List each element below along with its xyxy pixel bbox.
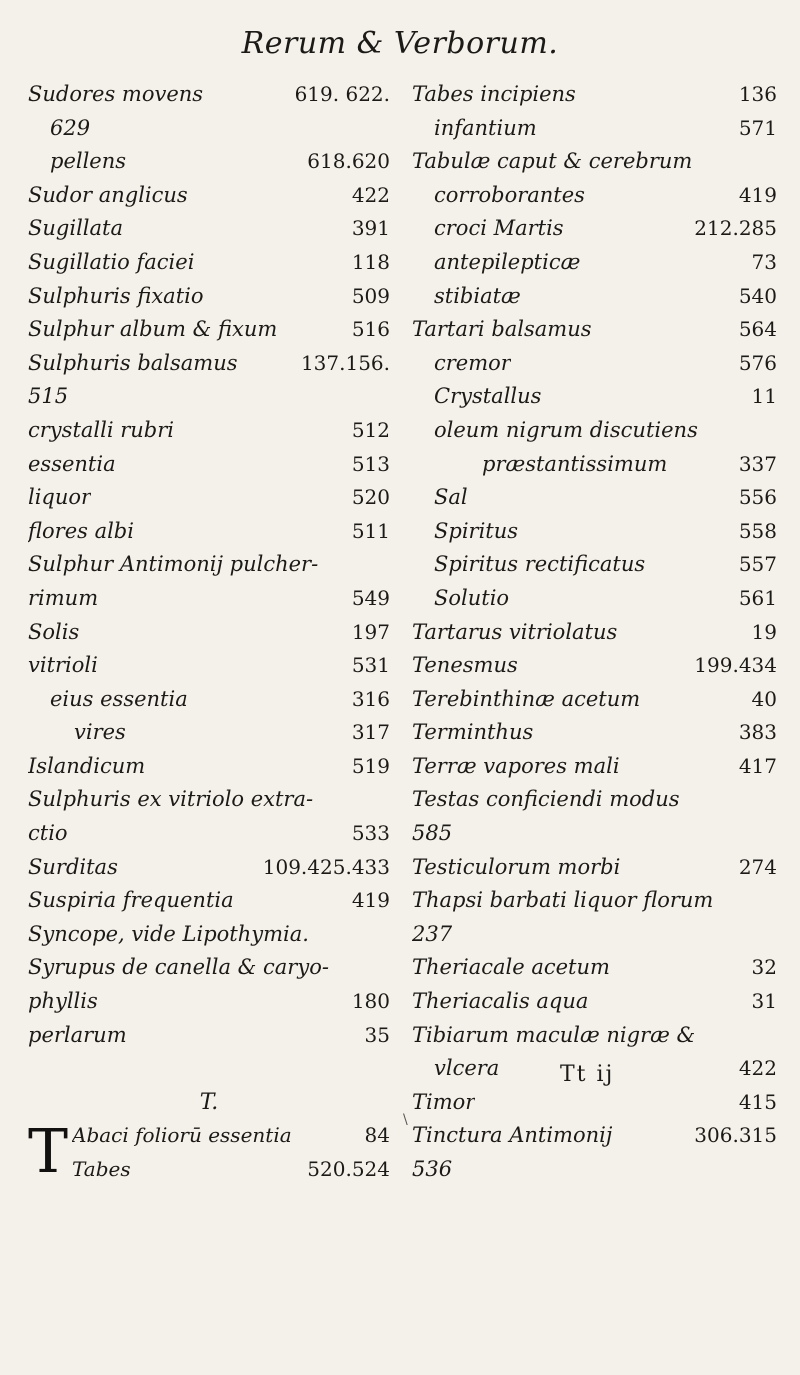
entry-page-ref: 391: [351, 216, 390, 241]
index-entry: [412, 1086, 777, 1120]
entry-page-ref: 564: [738, 317, 777, 342]
index-entry: [28, 548, 390, 582]
entry-term: vlcera: [434, 1056, 500, 1081]
index-entry: [28, 716, 390, 750]
index-entry: [412, 1119, 777, 1153]
entry-page-ref: 520: [351, 485, 390, 510]
entry-page-ref: 317: [351, 720, 390, 745]
entry-term: pellens: [50, 149, 127, 174]
dropcap-lines: [72, 1119, 390, 1186]
index-entry: [412, 481, 777, 515]
entry-page-ref: 513: [351, 451, 390, 476]
entry-page-ref: 73: [751, 249, 777, 274]
entry-term: 585: [412, 821, 453, 846]
entry-term: 237: [412, 921, 453, 946]
entry-term: Sugillatio faciei: [28, 249, 195, 274]
index-entry: [28, 112, 390, 146]
entry-term: Sulphur album & fixum: [28, 317, 278, 342]
entry-page-ref: 415: [738, 1089, 777, 1114]
entry-page-ref: 509: [351, 283, 390, 308]
index-entry: [412, 280, 777, 314]
index-entry: [412, 380, 777, 414]
entry-page-ref: 199.434: [694, 653, 777, 678]
entry-page-ref: 35: [364, 1022, 390, 1047]
index-entry: [28, 212, 390, 246]
index-entry: [28, 616, 390, 650]
index-entry: [28, 347, 390, 381]
entry-page-ref: 316: [351, 686, 390, 711]
index-entry: [412, 783, 777, 817]
index-entry: [412, 582, 777, 616]
entry-term: 536: [412, 1157, 453, 1181]
entry-term: liquor: [28, 485, 92, 510]
index-entry: [28, 851, 390, 885]
entry-term: Tabulæ caput & cerebrum: [412, 149, 693, 174]
margin-mark: \: [403, 1112, 408, 1128]
entry-term: infantium: [434, 115, 537, 140]
entry-term: Tabes: [72, 1157, 131, 1181]
running-header: Rerum & Verborum.: [241, 26, 559, 61]
entry-page-ref: 19: [751, 619, 777, 644]
entry-term: Terminthus: [412, 720, 534, 745]
index-entry: [28, 448, 390, 482]
entry-term: vitrioli: [28, 653, 98, 678]
index-entry: [412, 515, 777, 549]
drop-capital: T: [28, 1117, 69, 1188]
dropcap-block: [28, 1119, 390, 1186]
entry-page-ref: 337: [738, 451, 777, 476]
entry-term: Abaci foliorū essentia: [72, 1123, 292, 1148]
entry-page-ref: 511: [351, 518, 390, 543]
entry-page-ref: 383: [738, 720, 777, 745]
entry-term: Solutio: [434, 585, 510, 610]
entry-page-ref: 576: [738, 350, 777, 375]
entry-term: Tartari balsamus: [412, 317, 592, 342]
index-entry: [412, 851, 777, 885]
entry-term: Sulphuris fixatio: [28, 283, 204, 308]
entry-term: Tenesmus: [412, 653, 518, 678]
index-entry: [412, 985, 777, 1019]
entry-page-ref: 557: [738, 552, 777, 577]
entry-page-ref: 533: [351, 821, 390, 846]
entry-page-ref: 549: [351, 585, 390, 610]
entry-page-ref: 419: [351, 888, 390, 913]
entry-page-ref: 40: [751, 686, 777, 711]
index-entry: [28, 179, 390, 213]
entry-term: Syncope, vide Lipothymia.: [28, 921, 309, 946]
index-entry: [28, 649, 390, 683]
index-entry: [412, 246, 777, 280]
entry-term: Surditas: [28, 854, 118, 879]
index-entry: [72, 1119, 390, 1153]
entry-term: Crystallus: [434, 384, 542, 409]
index-entry: [28, 884, 390, 918]
entry-page-ref: 32: [751, 955, 777, 980]
index-entry: [412, 212, 777, 246]
index-entry: [28, 683, 390, 717]
entry-page-ref: 422: [351, 182, 390, 207]
entry-term: Timor: [412, 1089, 476, 1114]
index-entry: [28, 145, 390, 179]
entry-page-ref: 618.620: [307, 149, 390, 174]
index-entry: [28, 951, 390, 985]
entry-term: eius essentia: [50, 686, 188, 711]
entry-term: Suspiria frequentia: [28, 888, 234, 913]
entry-page-ref: 520.524: [307, 1157, 390, 1181]
entry-term: ctio: [28, 821, 68, 846]
entry-term: oleum nigrum discutiens: [434, 417, 698, 442]
entry-page-ref: 419: [738, 182, 777, 207]
index-entry: [412, 347, 777, 381]
index-entry: [412, 548, 777, 582]
entry-page-ref: 571: [738, 115, 777, 140]
entry-term: croci Martis: [434, 216, 564, 241]
section-letter: T.: [199, 1089, 219, 1115]
entry-page-ref: 109.425.433: [262, 854, 390, 879]
index-entry: [412, 179, 777, 213]
catchword: Tt ij: [560, 1062, 615, 1087]
index-entry: [412, 716, 777, 750]
index-entry: [412, 78, 777, 112]
index-entry: [412, 313, 777, 347]
entry-term: rimum: [28, 585, 99, 610]
entry-term: Tartarus vitriolatus: [412, 619, 618, 644]
entry-page-ref: 180: [351, 989, 390, 1014]
index-entry: [28, 582, 390, 616]
index-entry: [72, 1153, 390, 1187]
entry-page-ref: 540: [738, 283, 777, 308]
index-entry: [412, 683, 777, 717]
entry-term: Testas conficiendi modus: [412, 787, 680, 812]
entry-page-ref: 137.156.: [300, 350, 390, 375]
index-entry: [412, 145, 777, 179]
entry-term: flores albi: [28, 518, 134, 543]
entry-term: corroborantes: [434, 182, 585, 207]
entry-term: Sulphur Antimonij pulcher-: [28, 552, 319, 577]
entry-term: Sulphuris ex vitriolo extra-: [28, 787, 314, 812]
index-entry: [28, 783, 390, 817]
index-entry: [28, 817, 390, 851]
entry-page-ref: 561: [738, 585, 777, 610]
index-entry: [28, 380, 390, 414]
entry-page-ref: 516: [351, 317, 390, 342]
index-entry: [412, 1019, 777, 1053]
index-entry: [28, 280, 390, 314]
index-entry: [28, 414, 390, 448]
index-entry: [412, 918, 777, 952]
entry-term: Testiculorum morbi: [412, 854, 621, 879]
entry-term: 629: [50, 115, 91, 140]
entry-page-ref: 11: [751, 384, 777, 409]
entry-page-ref: 306.315: [694, 1123, 777, 1148]
entry-term: perlarum: [28, 1022, 127, 1047]
index-entry: [412, 448, 777, 482]
entry-page-ref: 556: [738, 485, 777, 510]
entry-page-ref: 274: [738, 854, 777, 879]
entry-term: essentia: [28, 451, 116, 476]
entry-term: Spiritus: [434, 518, 519, 543]
entry-term: Theriacale acetum: [412, 955, 610, 980]
entry-page-ref: 422: [738, 1056, 777, 1081]
entry-term: Sugillata: [28, 216, 123, 241]
entry-term: præstantissimum: [482, 451, 668, 476]
entry-term: vires: [74, 720, 126, 745]
index-entry: [28, 918, 390, 952]
entry-page-ref: 558: [738, 518, 777, 543]
index-entry: [412, 414, 777, 448]
entry-term: Terræ vapores mali: [412, 753, 620, 778]
index-entry: [412, 750, 777, 784]
entry-term: Islandicum: [28, 753, 146, 778]
entry-term: Sal: [434, 485, 468, 510]
entry-page-ref: 519: [351, 753, 390, 778]
entry-term: phyllis: [28, 989, 98, 1014]
entry-page-ref: 118: [351, 249, 390, 274]
entry-page-ref: 84: [364, 1123, 390, 1148]
entry-term: Tibiarum maculæ nigræ &: [412, 1022, 696, 1047]
entry-term: Terebinthinæ acetum: [412, 686, 641, 711]
entry-page-ref: 197: [351, 619, 390, 644]
index-entry: [412, 951, 777, 985]
entry-page-ref: 619. 622.: [294, 82, 390, 106]
entry-page-ref: 512: [351, 417, 390, 442]
entry-term: Sudores movens: [28, 82, 204, 106]
entry-term: cremor: [434, 350, 511, 375]
entry-term: Sudor anglicus: [28, 182, 188, 207]
entry-page-ref: 31: [751, 989, 777, 1014]
index-entry: [412, 884, 777, 918]
entry-term: Spiritus rectificatus: [434, 552, 646, 577]
index-entry: [412, 112, 777, 146]
entry-page-ref: 212.285: [694, 216, 777, 241]
index-entry: [28, 750, 390, 784]
index-entry: [412, 649, 777, 683]
entry-term: crystalli rubri: [28, 417, 174, 442]
entry-term: Tinctura Antimonij: [412, 1123, 613, 1148]
entry-term: Tabes incipiens: [412, 82, 576, 106]
index-entry: [412, 616, 777, 650]
entry-page-ref: 531: [351, 653, 390, 678]
entry-page-ref: 417: [738, 753, 777, 778]
entry-term: 515: [28, 384, 69, 409]
index-entry: [28, 246, 390, 280]
index-entry: [28, 1019, 390, 1053]
index-entry: [28, 985, 390, 1019]
entry-term: Sulphuris balsamus: [28, 350, 238, 375]
entry-term: Syrupus de canella & caryo-: [28, 955, 329, 980]
index-entry: [28, 78, 390, 112]
index-entry: [28, 515, 390, 549]
index-entry: [28, 481, 390, 515]
index-entry: [28, 313, 390, 347]
index-entry: [412, 817, 777, 851]
entry-term: antepilepticæ: [434, 249, 581, 274]
entry-page-ref: 136: [738, 82, 777, 106]
entry-term: stibiatæ: [434, 283, 521, 308]
entry-term: Thapsi barbati liquor florum: [412, 888, 714, 913]
left-column: [28, 78, 390, 1187]
entry-term: Theriacalis aqua: [412, 989, 589, 1014]
index-entry: [412, 1153, 777, 1187]
entry-term: Solis: [28, 619, 80, 644]
right-column: [412, 78, 777, 1187]
